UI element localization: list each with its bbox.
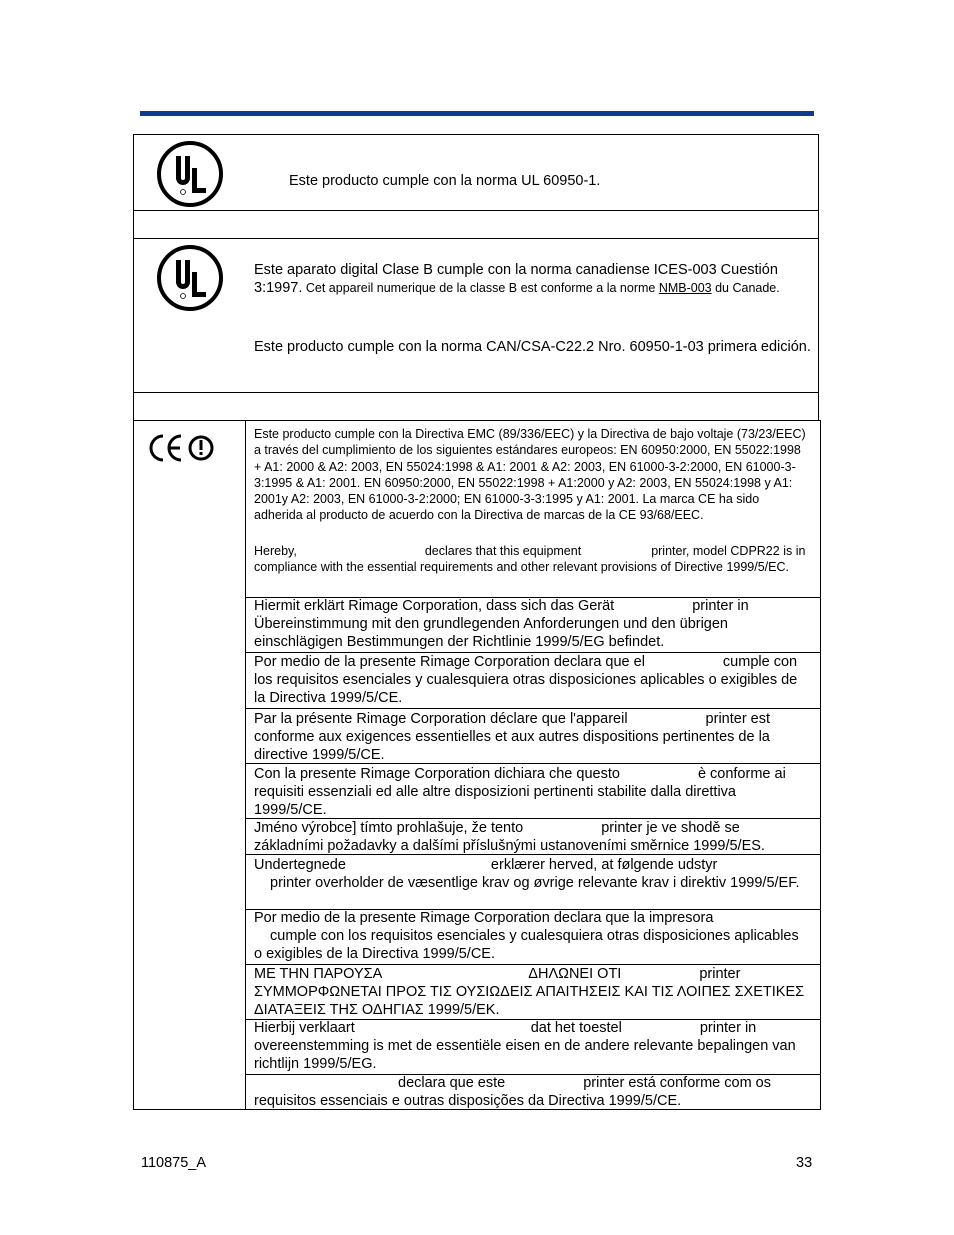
ices-french-text: Cet appareil numerique de la classe B est conforme a la norme xyxy=(302,281,659,295)
fr-part-a: Par la présente Rimage Corporation déclare que l'appareil xyxy=(254,711,628,727)
en-part-b: declares that this equipment xyxy=(424,544,582,558)
nl-part-b: dat het toestel xyxy=(530,1020,622,1036)
eu-declaration-pt xyxy=(254,1074,810,1110)
nl-part-c: printer in overeenstemming is met de essentiële eisen en de andere relevante bepalingen van richtlijn 1999/5/EG. xyxy=(254,1020,796,1072)
es-part-b: cumple con los requisitos esenciales y cualesquiera otras disposiciones aplicables o exigibles de la Directiva 1999/5/CE. xyxy=(254,654,798,706)
eu-declaration-it xyxy=(254,765,810,819)
eu-declaration-da xyxy=(254,856,810,892)
header-rule xyxy=(140,111,814,116)
eu-row-dutch xyxy=(246,1019,820,1075)
eu-row-italian xyxy=(246,763,820,819)
eu-declaration-el xyxy=(254,965,810,1019)
cs-part-b: printer je ve shodě se základními požadavky a dalšími příslušnými ustanoveními směrnice 1999/5/ES. xyxy=(254,820,765,854)
de-part-a: Hiermit erklärt Rimage Corporation, dass sich das Gerät xyxy=(254,598,615,614)
ul-text: Este producto cumple con la norma UL 60950-1. xyxy=(289,173,601,189)
it-part-b: è conforme ai requisiti essenziali ed alle altre disposizioni pertinenti stabilite dalla direttiva 1999/5/CE. xyxy=(254,766,786,818)
it-part-a: Con la presente Rimage Corporation dichiara che questo xyxy=(254,766,620,782)
pt-part-b: printer está conforme com os requisitos essenciais e outras disposições da Directiva 1999/5/CE. xyxy=(254,1075,771,1109)
eu-row-portuguese xyxy=(246,1074,820,1111)
es2-part-b: cumple con los requisitos esenciales y cualesquiera otras disposiciones aplicables o exigibles de la Directiva 1999/5/CE. xyxy=(254,928,799,962)
da-part-a: Undertegnede xyxy=(254,857,346,873)
de-part-b: printer in Übereinstimmung mit den grundlegenden Anforderungen und den übrigen einschlägigen Bestimmungen der Richtlinie 1999/5/EG befindet. xyxy=(254,598,749,650)
eu-row-greek xyxy=(246,964,820,1020)
pt-part-a: declara que este xyxy=(398,1075,506,1091)
page-number: 33 xyxy=(796,1155,813,1171)
blank-row-1 xyxy=(133,210,819,239)
ices-french-end: du Canade. xyxy=(711,281,780,295)
eu-row-spanish-2 xyxy=(246,909,820,965)
es2-part-a: Por medio de la presente Rimage Corporation declara que la impresora xyxy=(254,910,714,926)
eu-row-french xyxy=(246,708,820,764)
ices-main-text: Este aparato digital Clase B cumple con la norma canadiense ICES-003 Cuestión 3:1997. xyxy=(254,262,778,296)
eu-row-spanish xyxy=(246,652,820,709)
eu-row-german xyxy=(246,597,820,653)
eu-declaration-nl xyxy=(254,1019,810,1073)
cs-part-a: Jméno výrobce] tímto prohlašuje, že tento xyxy=(254,820,524,836)
cul-text-csa: Este producto cumple con la norma CAN/CSA-C22.2 Nro. 60950-1-03 primera edición. xyxy=(254,339,811,355)
cul-compliance-box xyxy=(133,238,819,393)
nmb-link[interactable]: NMB-003 xyxy=(658,281,712,295)
eu-declaration-en xyxy=(254,543,810,576)
eu-row-english xyxy=(246,421,820,598)
blank-row-2 xyxy=(133,392,819,421)
eu-compliance-table xyxy=(133,420,821,1110)
en-part-a: Hereby, xyxy=(254,544,297,558)
eu-declaration-cs xyxy=(254,819,810,855)
el-part-b: ΔΗΛΩΝΕΙ ΟΤΙ xyxy=(528,966,622,982)
da-part-c: printer overholder de væsentlige krav og øvrige relevante krav i direktiv 1999/5/EF. xyxy=(270,875,800,891)
fr-part-b: printer est conforme aux exigences essentielles et aux autres dispositions pertinentes de la directive 1999/5/CE. xyxy=(254,711,771,763)
eu-declaration-es2 xyxy=(254,909,810,963)
eu-row-czech xyxy=(246,818,820,855)
cul-text-ices xyxy=(254,261,814,297)
en-part-c: printer, model CDPR22 is in compliance with the essential requirements and other relevant provisions of Directive 1999/5/EC. xyxy=(254,544,806,575)
ul-compliance-box xyxy=(133,134,819,211)
da-part-b: erklærer herved, at følgende udstyr xyxy=(490,857,718,873)
el-part-c: printer ΣΥΜΜΟΡΦΩΝΕΤΑΙ ΠΡΟΣ ΤΙΣ ΟΥΣΙΩΔΕΙΣ ΑΠΑΙΤΗΣΕΙΣ ΚΑΙ ΤΙΣ ΛΟΙΠΕΣ ΣΧΕΤΙΚΕΣ ΔΙΑΤΑΞΕΙΣ ΤΗΣ ΟΔΗΓΙΑΣ 1999/5/ΕΚ. xyxy=(254,966,805,1018)
eu-declaration-es xyxy=(254,653,810,707)
eu-declaration-fr xyxy=(254,710,810,764)
doc-number: 110875_A xyxy=(141,1155,207,1171)
eu-row-danish xyxy=(246,854,820,910)
ce-mark-icon xyxy=(149,433,215,463)
es-part-a: Por medio de la presente Rimage Corporation declara que el xyxy=(254,654,645,670)
cul-logo-icon xyxy=(156,244,224,312)
eu-declaration-de xyxy=(254,597,810,651)
eu-intro-es: Este producto cumple con la Directiva EMC (89/336/EEC) y la Directiva de bajo voltaje (73/23/EEC) a través del cumplimiento de los siguientes estándares europeos: EN 60950:2000, EN 55022:1998 + A1: 2000 & A2: 2003, EN 55024:1998 & A1: 2001 & A2: 2003, EN 61000-3-2:2000, EN 61000-3-3:1995 & A1: 2001. EN 60950:2000, EN 55022:1998 + A1:2000 y A2: 2003, EN 55024:1998 y A1: 2001y A2: 2003, EN 61000-3-2:2000; EN 61000-3-3:1995 y A1: 2001. La marca CE ha sido adherida al producto de acuerdo con la Directiva de marcas de la CE 93/68/EEC. xyxy=(254,427,806,523)
el-part-a: ΜΕ ΤΗΝ ΠΑΡΟΥΣΑ xyxy=(254,966,383,982)
nl-part-a: Hierbij verklaart xyxy=(254,1020,355,1036)
ul-logo-icon xyxy=(156,140,224,208)
